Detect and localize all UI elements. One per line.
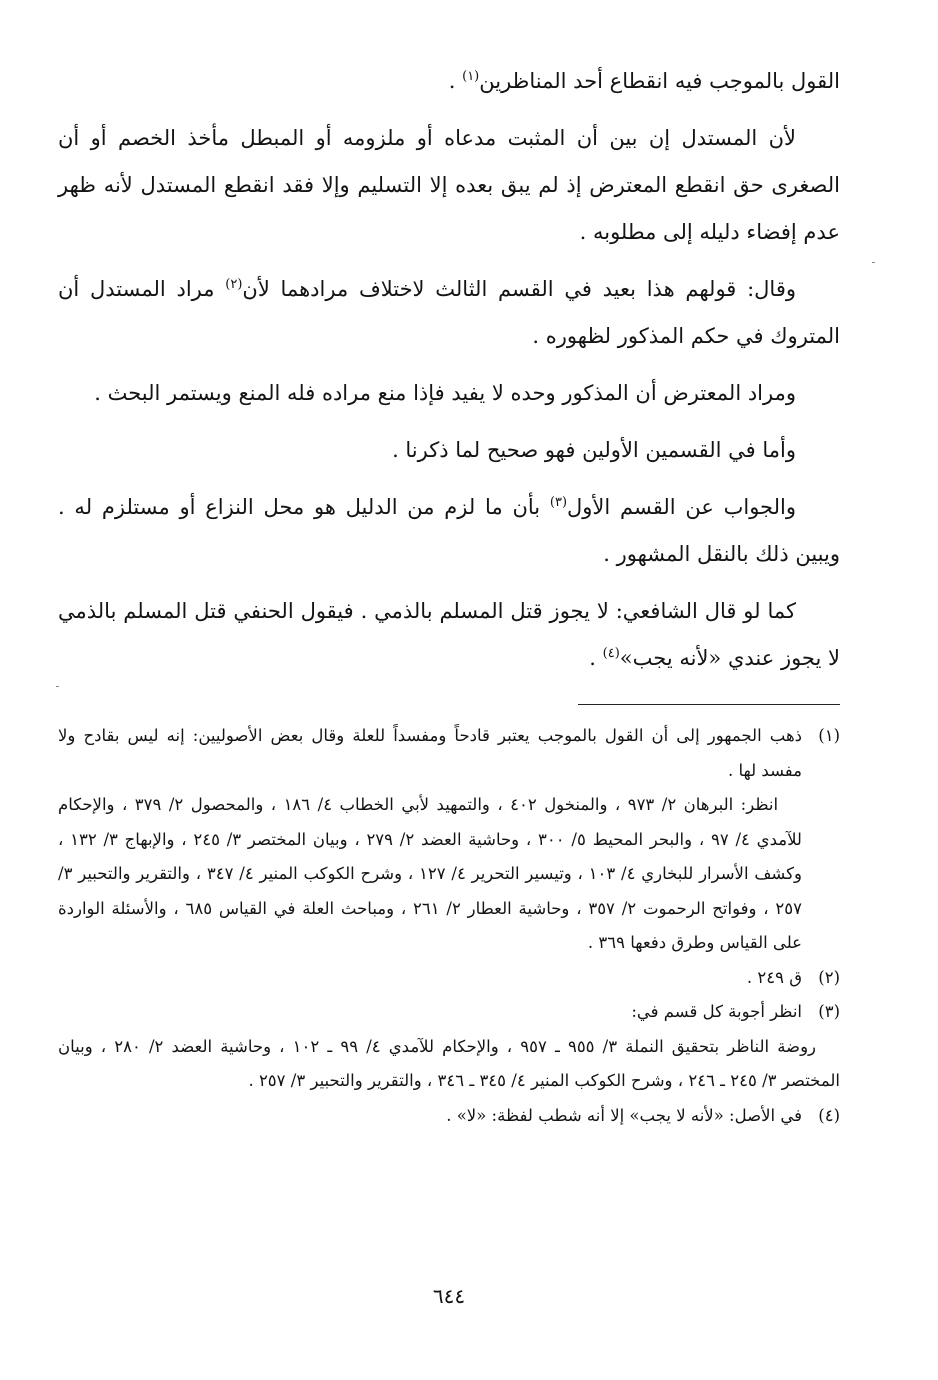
footnote-ref-1: (١) <box>462 69 480 84</box>
footnote-1-sources: انظر: البرهان ٢/ ٩٧٣ ، والمنخول ٤٠٢ ، والتمهيد لأبي الخطاب ٤/ ١٨٦ ، والمحصول ٢/ ٣٧٩ ، والإحكام للآمدي ٤/ ٩٧ ، والبحر المحيط ٥/ ٣٠٠ ، وحاشية العضد ٢/ ٢٧٩ ، وبيان المختصر ٣/ ٢٤٥ ، والإبهاج ٣/ ١٣٢ ، وكشف الأسرار للبخاري ٤/ ١٠٣ ، وتيسير التحرير ٤/ ١٢٧ ، وشرح الكوكب المنير ٤/ ٣٤٧ ، والتقرير والتحبير ٣/ ٢٥٧ ، وفواتح الرحموت ٢/ ٣٥٧ ، وحاشية العطار ٢/ ٢٦١ ، ومباحث العلة في القياس ٦٨٥ ، والأسئلة الواردة على القياس وطرق دفعها ٣٦٩ . <box>58 795 802 952</box>
footnote-1 <box>58 719 840 788</box>
footnote-number: (٤) <box>818 1105 840 1125</box>
main-text <box>58 58 840 682</box>
paragraph-3: وقال: قولهم هذا بعيد في القسم الثالث لاختلاف مرادهما لأن$^{(٢)}$ مراد المستدل أن المتروك في حكم المذكور لظهوره . <box>58 277 840 348</box>
footnote-number: (١) <box>818 726 840 745</box>
footnote-text: في الأصل: «لأنه لا يجب» إلا أنه شطب لفظة: «لا» . <box>446 1105 802 1125</box>
margin-mark <box>872 262 875 263</box>
footnote-text: ذهب الجمهور إلى أن القول بالموجب يعتبر قادحاً ومفسداً للعلة وقال بعض الأصوليين: إنه ليس بقادح ولا مفسد لها . <box>58 726 802 780</box>
footnote-3 <box>58 995 840 1030</box>
footnote-text: انظر أجوبة كل قسم في: <box>631 1002 802 1021</box>
book-page <box>58 58 840 1348</box>
footnote-3-sources: روضة الناظر بتحقيق النملة ٣/ ٩٥٥ ـ ٩٥٧ ، والإحكام للآمدي ٤/ ٩٩ ـ ١٠٢ ، وحاشية العضد ٢/ ٢٨٠ ، وبيان المختصر ٣/ ٢٤٥ ـ ٢٤٦ ، وشرح الكوكب المنير ٤/ ٣٤٥ ـ ٣٤٦ ، والتقرير والتحبير ٣/ ٢٥٧ . <box>58 1036 840 1090</box>
page-number: ٦٤٤ <box>432 1284 466 1308</box>
footnote-ref-2: (٢) <box>225 277 243 292</box>
paragraph-7: كما لو قال الشافعي: لا يجوز قتل المسلم بالذمي . فيقول الحنفي قتل المسلم بالذمي لا يجوز عندي «لأنه يجب»$^{(٤)}$ . <box>58 599 840 670</box>
footnote-ref-3: (٣) <box>549 495 568 510</box>
footnote-number: (٣) <box>818 1002 840 1021</box>
paragraph-1: القول بالموجب فيه انقطاع أحد المناظرين$^{(١)}$ . <box>448 69 840 93</box>
footnote-2 <box>58 961 840 996</box>
footnotes <box>58 719 840 1133</box>
paragraph-6: والجواب عن القسم الأول$^{(٣)}$ بأن ما لزم من الدليل هو محل النزاع أو مستلزم له . ويبين ذلك بالنقل المشهور . <box>58 495 840 566</box>
paragraph-2: لأن المستدل إن بين أن المثبت مدعاه أو ملزومه أو المبطل مأخذ الخصم أو أن الصغرى حق انقطع المعترض إذ لم يبق بعده إلا التسليم وإلا فقد انقطع المستدل لأنه ظهر عدم إفضاء دليله إلى مطلوبه . <box>58 126 840 244</box>
margin-mark <box>56 686 59 687</box>
footnote-number: (٢) <box>818 967 840 987</box>
footnote-ref-4: (٤) <box>602 646 620 661</box>
footnote-separator <box>578 704 840 705</box>
paragraph-4: ومراد المعترض أن المذكور وحده لا يفيد فإذا منع مراده فله المنع ويستمر البحث . <box>94 381 796 405</box>
footnote-4 <box>58 1099 840 1134</box>
paragraph-5: وأما في القسمين الأولين فهو صحيح لما ذكرنا . <box>392 438 796 462</box>
footnote-text: ق ٢٤٩ . <box>746 967 802 987</box>
